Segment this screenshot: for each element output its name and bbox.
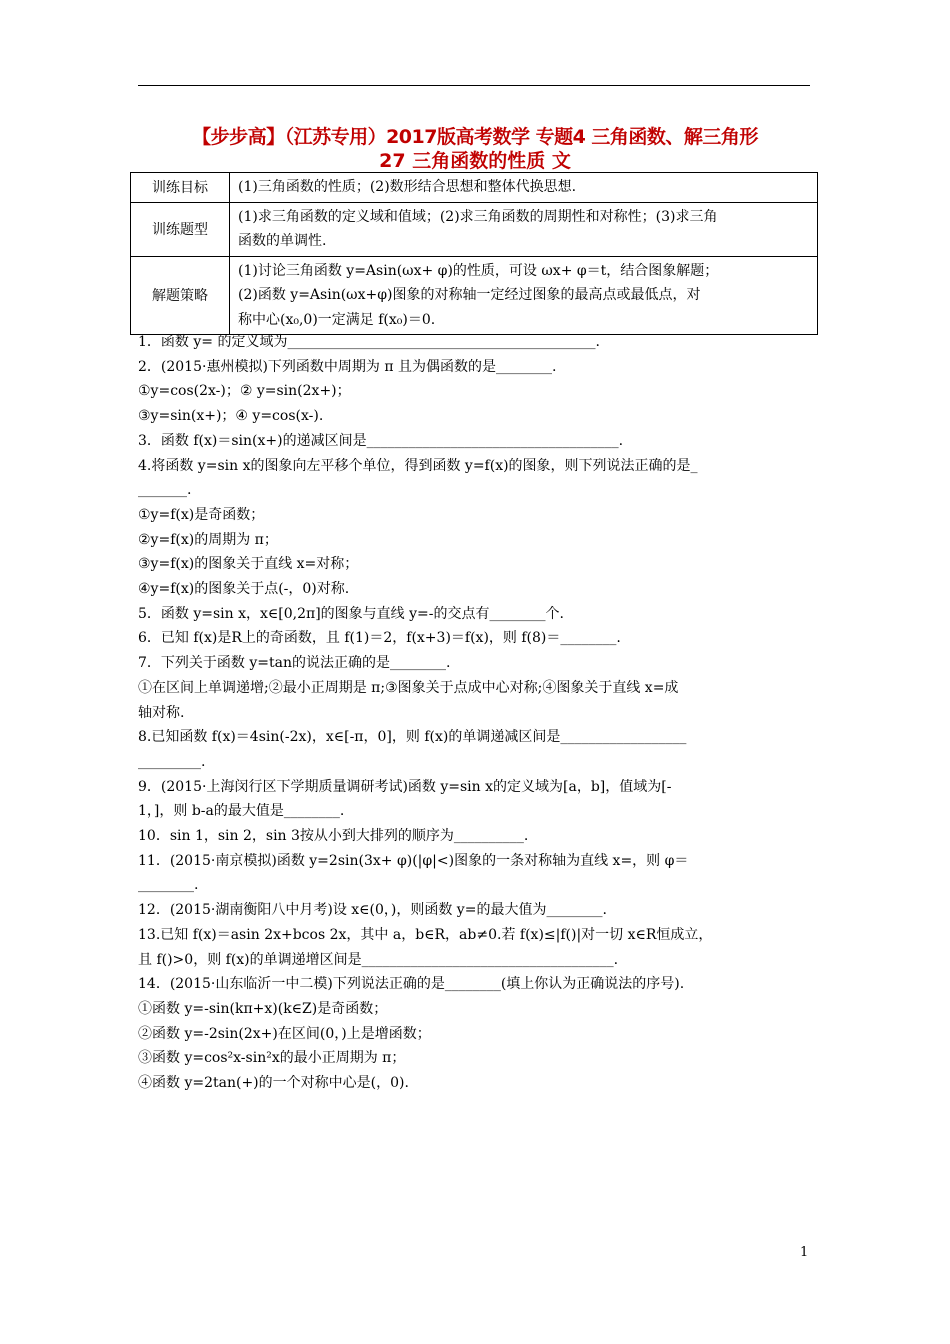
table-row-label: 训练目标 — [131, 173, 230, 203]
exercise-line: 1，]，则 b-a的最大值是________. — [138, 803, 345, 820]
table-row — [131, 173, 818, 203]
exercise-line: ④函数 y=2tan(+)的一个对称中心是(，0). — [138, 1075, 409, 1092]
table-text-line: 函数的单调性. — [238, 233, 327, 249]
exercise-line: ③y=f(x)的图象关于直线 x=对称； — [138, 556, 359, 573]
exercise-line: 10．sin 1，sin 2，sin 3按从小到大排列的顺序为__________. — [138, 828, 529, 845]
exercise-line: ④y=f(x)的图象关于点(-，0)对称. — [138, 581, 350, 598]
exercise-line: ①在区间上单调递增;②最小正周期是 π;③图象关于点成中心对称;④图象关于直线 x=成 — [138, 679, 679, 696]
exercise-line: 5．函数 y=sin x，x∈[0,2π]的图象与直线 y=-的交点有________个. — [138, 605, 564, 622]
exercise-line: 1．函数 y= 的定义域为____________________________________________. — [138, 334, 600, 350]
table-row-label: 解题策略 — [131, 256, 230, 335]
exercise-line: ①y=cos(2x-)；② y=sin(2x+)； — [138, 383, 351, 400]
exercise-list — [138, 330, 814, 1096]
table-row — [131, 256, 818, 335]
table-text-line: (2)函数 y=Asin(ωx+φ)图象的对称轴一定经过图象的最高点或最低点，对 — [238, 287, 701, 303]
exercise-line: 14．(2015·山东临沂一中二模)下列说法正确的是________(填上你认为正确说法的序号). — [138, 976, 685, 993]
page-number: 1 — [800, 1245, 809, 1260]
exercise-line: ③y=sin(x+)；④ y=cos(x-). — [138, 408, 324, 425]
exercise-line: 轴对称. — [138, 704, 185, 721]
exercise-line: ①y=f(x)是奇函数； — [138, 506, 265, 523]
exercise-line: 8.已知函数 f(x)＝4sin(-2x)，x∈[-π，0]，则 f(x)的单调递减区间是__________________ — [138, 729, 687, 746]
table-text-line: (1)求三角函数的定义域和值域；(2)求三角函数的周期性和对称性；(3)求三角 — [238, 208, 718, 225]
table-row-content — [230, 173, 818, 203]
exercise-line: 2．(2015·惠州模拟)下列函数中周期为 π 且为偶函数的是________. — [138, 358, 557, 375]
document-title-line1: 【步步高】（江苏专用）2017版高考数学 专题4 三角函数、解三角形 — [192, 126, 758, 148]
exercise-line: ③函数 y=cos²x-sin²x的最小正周期为 π； — [138, 1050, 406, 1067]
exercise-line: ________. — [138, 877, 199, 894]
exercise-line: _______. — [138, 482, 192, 499]
exercise-line: ①函数 y=-sin(kπ+x)(k∈Z)是奇函数； — [138, 1000, 388, 1017]
exercise-line: ②y=f(x)的周期为 π； — [138, 531, 278, 548]
exercise-line: ②函数 y=-2sin(2x+)在区间(0，)上是增函数； — [138, 1025, 431, 1042]
exercise-line: 12．(2015·湖南衡阳八中月考)设 x∈(0，)，则函数 y=的最大值为________. — [138, 902, 607, 919]
table-row-content — [230, 256, 818, 335]
table-row-content — [230, 202, 818, 256]
exercise-line: 4.将函数 y=sin x的图象向左平移个单位，得到函数 y=f(x)的图象，则下列说法正确的是_ — [138, 457, 698, 474]
document-title-line2: 27 三角函数的性质 文 — [379, 150, 571, 172]
exercise-line: 13.已知 f(x)＝asin 2x+bcos 2x，其中 a，b∈R，ab≠0.若 f(x)≤|f()|对一切 x∈R恒成立， — [138, 926, 713, 943]
table-row — [131, 202, 818, 256]
table-text-line: (1)三角函数的性质；(2)数形结合思想和整体代换思想. — [238, 179, 577, 195]
table-row-label: 训练题型 — [131, 202, 230, 256]
table-text-line: (1)讨论三角函数 y=Asin(ωx+ φ)的性质，可设 ωx+ φ＝t，结合图象解题； — [238, 262, 719, 279]
exercise-line: 11．(2015·南京模拟)函数 y=2sin(3x+ φ)(|φ|<)图象的一条对称轴为直线 x=，则 φ＝ — [138, 852, 689, 869]
training-goals-table — [130, 172, 818, 335]
table-text-line: 称中心(x₀,0)一定满足 f(x₀)＝0. — [238, 311, 436, 328]
exercise-line: 6．已知 f(x)是R上的奇函数，且 f(1)＝2，f(x+3)＝f(x)，则 f(8)＝________. — [138, 630, 621, 647]
exercise-line: 3．函数 f(x)＝sin(x+)的递减区间是____________________________________. — [138, 432, 624, 449]
header-rule — [138, 85, 810, 86]
exercise-line: 7．下列关于函数 y=tan的说法正确的是________. — [138, 655, 451, 672]
exercise-line: 且 f()>0，则 f(x)的单调递增区间是____________________________________. — [138, 951, 619, 968]
exercise-line: _________. — [138, 753, 206, 770]
exercise-line: 9．(2015·上海闵行区下学期质量调研考试)函数 y=sin x的定义域为[a，b]，值域为[- — [138, 778, 672, 795]
